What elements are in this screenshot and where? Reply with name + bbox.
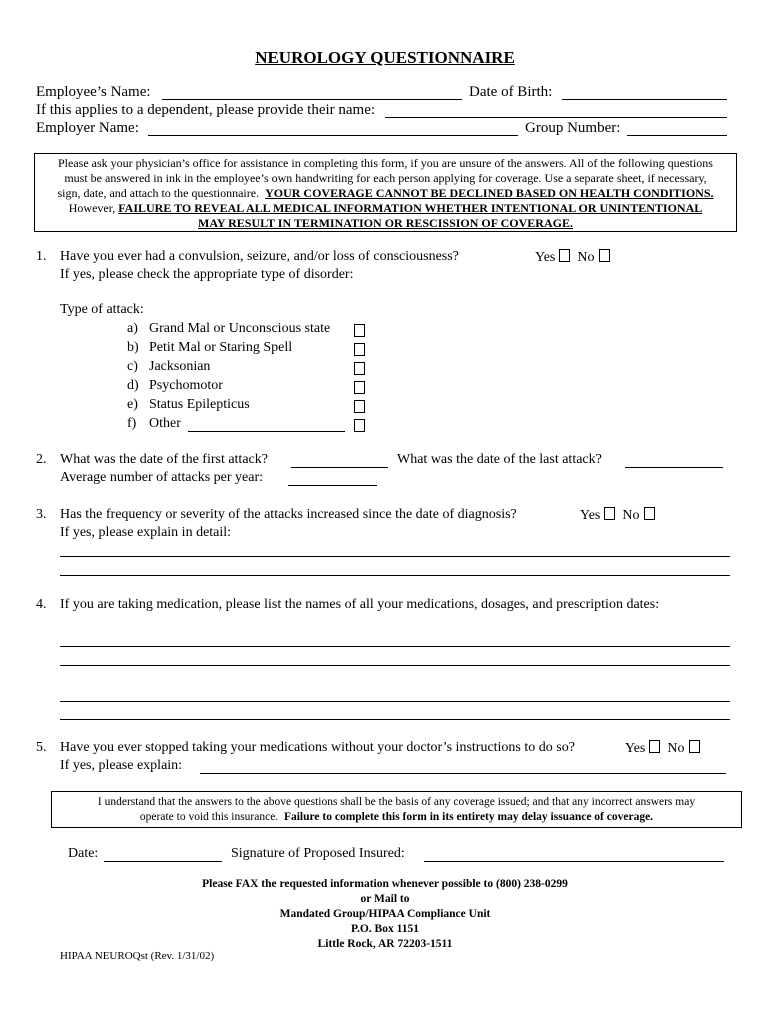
q1-yes-label: Yes xyxy=(535,250,556,265)
q4-answer-line[interactable] xyxy=(60,719,730,720)
notice-line-1: Please ask your physician’s office for assistance in completing this form, if you are unsure of the answers. All of the following questions xyxy=(58,156,713,170)
q5-followup: If yes, please explain: xyxy=(60,758,183,773)
notice-line-5: MAY RESULT IN TERMINATION OR RESCISSION OF COVERAGE. xyxy=(198,216,573,230)
q5-yes-label: Yes xyxy=(625,741,646,756)
footer-fax: Please FAX the requested information whenever possible to (800) 238-0299 xyxy=(202,878,568,890)
agreement-box xyxy=(51,791,742,828)
q1-type-label: Type of attack: xyxy=(60,302,144,317)
notice-line-4: However, FAILURE TO REVEAL ALL MEDICAL INFORMATION WHETHER INTENTIONAL OR UNINTENTIONAL xyxy=(68,201,703,215)
q1-option-letter: f) xyxy=(127,416,137,431)
q2-number: 2. xyxy=(36,452,47,467)
q1-option-checkbox[interactable] xyxy=(354,324,365,337)
group-number-field[interactable] xyxy=(627,135,727,136)
q3-no-label: No xyxy=(622,508,640,523)
group-number-label: Group Number: xyxy=(525,120,621,136)
notice-line-2: must be answered in ink in the employee’s own handwriting for each person applying for coverage. Use a separate sheet, if necessary, xyxy=(64,171,707,185)
dependent-label: If this applies to a dependent, please provide their name: xyxy=(36,102,376,118)
q3-answer-line[interactable] xyxy=(60,575,730,576)
footer-unit: Mandated Group/HIPAA Compliance Unit xyxy=(279,908,491,920)
q1-option-checkbox[interactable] xyxy=(354,362,365,375)
q3-yes-label: Yes xyxy=(580,508,601,523)
agreement-line-2: operate to void this insurance. Failure to complete this form in its entirety may delay issuance of coverage. xyxy=(139,811,654,823)
q1-option-label: Status Epilepticus xyxy=(149,397,250,412)
q4-text: If you are taking medication, please list the names of all your medications, dosages, and prescription dates: xyxy=(60,597,660,612)
q4-answer-line[interactable] xyxy=(60,665,730,666)
q5-yes-no xyxy=(625,740,700,757)
q4-answer-line[interactable] xyxy=(60,646,730,647)
footer-pobox: P.O. Box 1151 xyxy=(351,923,419,935)
notice-line-3: sign, date, and attach to the questionnaire. YOUR COVERAGE CANNOT BE DECLINED BASED ON HEALTH CONDITIONS. xyxy=(57,186,714,200)
q2-last-label: What was the date of the last attack? xyxy=(397,452,602,467)
dob-label: Date of Birth: xyxy=(469,84,553,100)
q5-explain-field[interactable] xyxy=(200,773,726,774)
q1-yes-checkbox[interactable] xyxy=(559,249,570,262)
dob-field[interactable] xyxy=(562,99,727,100)
q5-yes-checkbox[interactable] xyxy=(649,740,660,753)
footer-or-mail: or Mail to xyxy=(360,893,410,905)
q1-yes-no xyxy=(535,249,610,266)
q5-number: 5. xyxy=(36,740,47,755)
q2-average-label: Average number of attacks per year: xyxy=(60,470,264,485)
q1-option-checkbox[interactable] xyxy=(354,400,365,413)
q5-text: Have you ever stopped taking your medications without your doctor’s instructions to do so? xyxy=(60,740,575,755)
footer-city: Little Rock, AR 72203-1511 xyxy=(317,938,453,950)
q1-option-letter: b) xyxy=(127,340,139,355)
employer-label: Employer Name: xyxy=(36,120,139,136)
q1-option-letter: a) xyxy=(127,321,138,336)
employee-name-label: Employee’s Name: xyxy=(36,84,151,100)
q2-first-label: What was the date of the first attack? xyxy=(60,452,268,467)
notice-box xyxy=(34,153,737,232)
signature-label: Signature of Proposed Insured: xyxy=(231,846,405,861)
q1-option-label: Jacksonian xyxy=(149,359,211,374)
q5-no-checkbox[interactable] xyxy=(689,740,700,753)
signature-field[interactable] xyxy=(424,861,724,862)
q1-other-field[interactable] xyxy=(188,431,345,432)
employer-name-field[interactable] xyxy=(148,135,518,136)
form-id: HIPAA NEUROQst (Rev. 1/31/02) xyxy=(60,950,215,962)
q3-answer-line[interactable] xyxy=(60,556,730,557)
q3-followup: If yes, please explain in detail: xyxy=(60,525,232,540)
dependent-name-field[interactable] xyxy=(385,117,727,118)
q4-answer-line[interactable] xyxy=(60,701,730,702)
q1-option-checkbox[interactable] xyxy=(354,419,365,432)
q1-followup: If yes, please check the appropriate type of disorder: xyxy=(60,267,354,282)
q3-yes-no xyxy=(580,507,655,524)
q1-no-label: No xyxy=(577,250,595,265)
q3-number: 3. xyxy=(36,507,47,522)
page-title: NEUROLOGY QUESTIONNAIRE xyxy=(255,48,515,67)
q1-option-checkbox[interactable] xyxy=(354,343,365,356)
employee-name-field[interactable] xyxy=(162,99,462,100)
q1-option-letter: e) xyxy=(127,397,138,412)
q1-option-label: Psychomotor xyxy=(149,378,223,393)
q3-no-checkbox[interactable] xyxy=(644,507,655,520)
q2-average-field[interactable] xyxy=(288,485,377,486)
q1-option-checkbox[interactable] xyxy=(354,381,365,394)
q3-text: Has the frequency or severity of the attacks increased since the date of diagnosis? xyxy=(60,507,517,522)
q1-text: Have you ever had a convulsion, seizure, and/or loss of consciousness? xyxy=(60,249,459,264)
q1-option-label: Other xyxy=(149,416,181,431)
q1-number: 1. xyxy=(36,249,47,264)
date-field[interactable] xyxy=(104,861,222,862)
agreement-line-1: I understand that the answers to the above questions shall be the basis of any coverage issued; and that any incorrect answers may xyxy=(97,796,696,808)
q5-no-label: No xyxy=(667,741,685,756)
q1-no-checkbox[interactable] xyxy=(599,249,610,262)
q2-last-date-field[interactable] xyxy=(625,467,723,468)
q2-first-date-field[interactable] xyxy=(291,467,388,468)
q3-yes-checkbox[interactable] xyxy=(604,507,615,520)
q1-option-letter: d) xyxy=(127,378,139,393)
q1-option-letter: c) xyxy=(127,359,138,374)
date-label: Date: xyxy=(68,846,99,861)
q1-option-label: Grand Mal or Unconscious state xyxy=(149,321,331,336)
q1-option-label: Petit Mal or Staring Spell xyxy=(149,340,293,355)
q4-number: 4. xyxy=(36,597,47,612)
